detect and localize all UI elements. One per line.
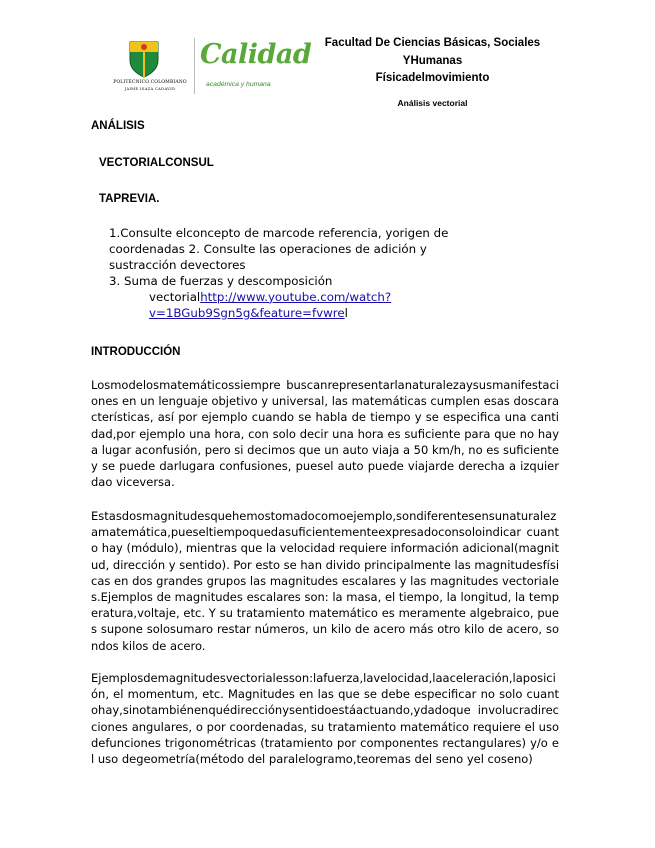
heading-tap: TAPREVIA. (99, 193, 160, 205)
institution-name: POLITÉCNICO COLOMBIANO (113, 80, 187, 85)
institution-logo (110, 40, 187, 96)
list-item-text: 3. Suma de fuerzas y descomposición (109, 274, 333, 288)
paragraph-2: Estasdosmagnitudesquehemostomadocomoejemplo,sondiferentesensunaturalezamatemática,pueseltiempoquedasuficientementeexpresadoconsoloindicar cuanto hay (módulo), mientras que la velocidad requiere información adicional(magnitud, dirección y sentido). Por esto se han divido principalmente las magnitudesfísicas en dos grandes grupos las magnitudes escalares y las magnitudes vectoriales.Ejemplos de magnitudes escalares son: la masa, el tiempo, la longitud, la temperatura,voltaje, etc. Y su tratamiento matemático es meramente algebraico, pues supone solosumaro restar números, un kilo de acero más otro kilo de acero, sondos kilos de acero. (91, 509, 560, 653)
list-item-link-line (109, 290, 429, 322)
list-item: 1.Consulte elconcepto de marcode referencia, yorigen de coordenadas 2. Consulte las operaciones de adición y sustracción devectores (109, 226, 449, 272)
course-title: Físicadelmovimiento (375, 72, 490, 84)
quality-logo (200, 37, 312, 97)
heading-introduccion: INTRODUCCIÓN (91, 346, 181, 358)
quality-tagline: académica y humana (206, 81, 271, 88)
shield-icon (128, 40, 160, 78)
topic-title: Análisis vectorial (397, 98, 468, 108)
heading-analisis: ANÁLISIS (91, 120, 145, 132)
paragraph-3: Ejemplosdemagnitudesvectorialesson:lafuerza,lavelocidad,laaceleración,laposición, el momentum, etc. Magnitudes en las que se debe especificar no solo cuantohay,sinotambiénenquédirecciónysentidoestáactuando,ydadoque involucradirecciones angulares, o por coordenadas, su tratamiento matemático requiere el uso defunciones trigonométricas (tratamiento por componentes rectangulares) y/o el uso degeometría(método del paralelogramo,teoremas del seno yel coseno) (91, 671, 559, 767)
heading-vectorial: VECTORIALCONSUL (99, 157, 214, 169)
paragraph-1: Losmodelosmatemáticossiempre buscanrepresentarlanaturalezaysusmanifestaciones en un lenguaje objetivo y universal, las matemáticas cumplen esas doscaracterísticas, así por ejemplo cuando se habla de tiempo y se especifica una cantidad,por ejemplo una hora, con solo decir una hora es suficiente para que no haya lugar aconfusión, pero si decimos que un auto viaja a 50 km/h, no es suficiente y se puede darlugara confusiones, puesel auto puede viajarde derecha a izquierdao viceversa. (91, 378, 559, 490)
quality-word: Calidad (200, 39, 312, 70)
logo-divider (194, 38, 195, 94)
youtube-link[interactable]: http://www.youtube.com/watch?v=1BGub9Sgn5g&feature=fvwre (149, 289, 392, 320)
list-item-suffix: l (344, 305, 348, 320)
institution-subname: JAIME ISAZA CADAVID (124, 87, 176, 91)
faculty-line-1: Facultad De Ciencias Básicas, Sociales (324, 37, 541, 49)
faculty-line-2: YHumanas (402, 55, 463, 67)
list-item (109, 274, 429, 321)
list-item-prefix: vectorial (149, 289, 201, 304)
